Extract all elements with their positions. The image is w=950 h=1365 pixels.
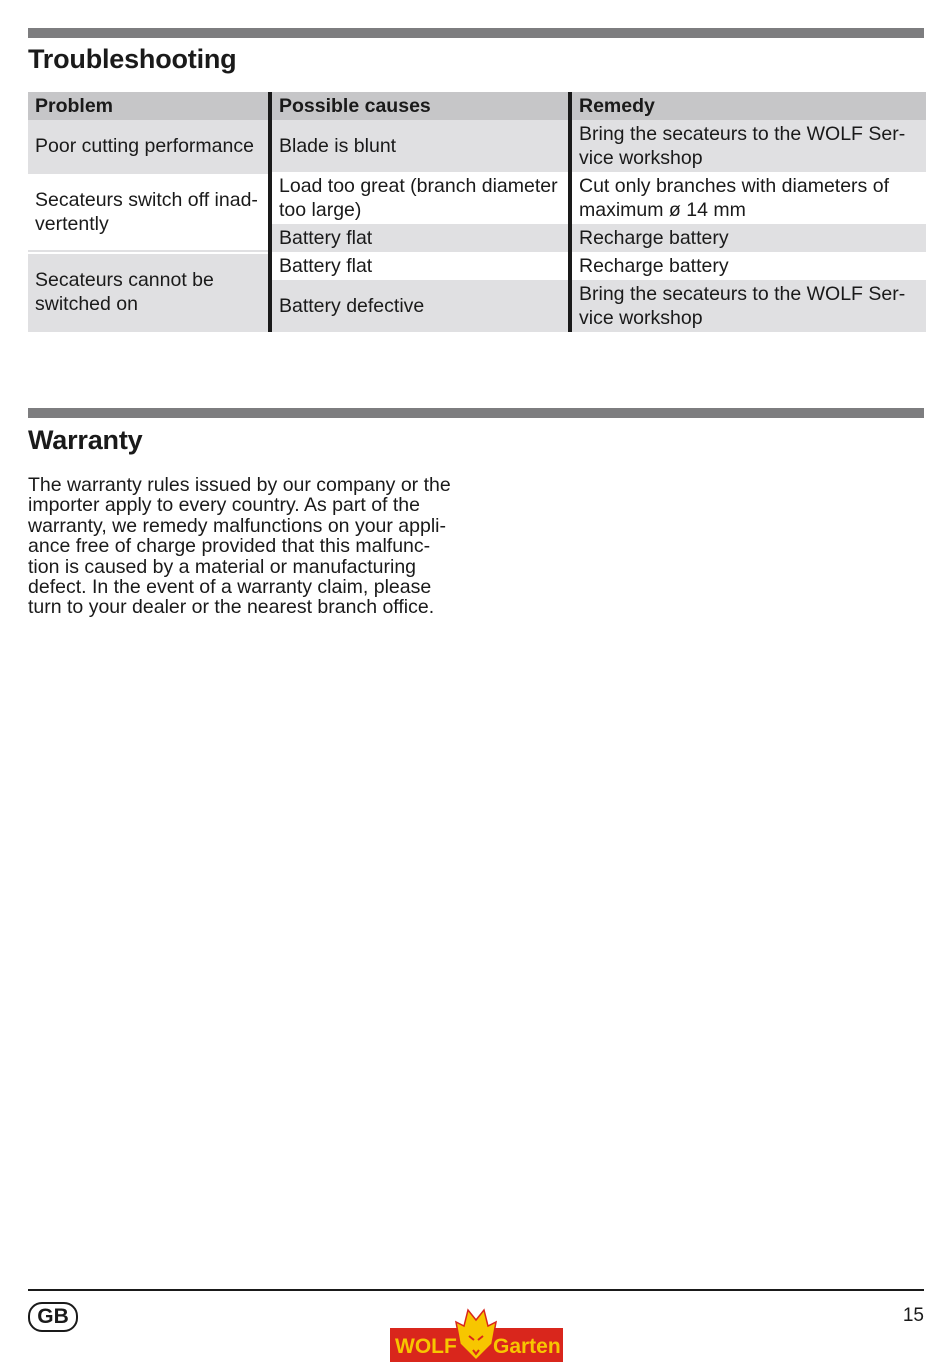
troubleshooting-table [28, 92, 926, 332]
cause-cell: Load too great (branch diameter too large) [270, 172, 570, 224]
footer-divider [28, 1289, 924, 1291]
troubleshooting-heading: Troubleshooting [28, 44, 237, 74]
table-header-row [28, 92, 926, 120]
column-header-remedy: Remedy [570, 92, 926, 120]
logo-text-garten: Garten [493, 1335, 561, 1358]
warranty-line: tion is caused by a material or manufacturing [28, 555, 417, 578]
section-divider-bar [28, 408, 924, 418]
language-badge: GB [28, 1302, 78, 1332]
problem-cell: Poor cutting performance [28, 120, 270, 172]
remedy-cell: Bring the secateurs to the WOLF Ser- vice workshop [570, 120, 926, 172]
table-row [28, 120, 926, 172]
remedy-cell: Cut only branches with diameters of maximum ø 14 mm [570, 172, 926, 224]
warranty-line: turn to your dealer or the nearest branch office. [28, 596, 435, 619]
cause-cell: Blade is blunt [270, 120, 570, 172]
section-divider-bar [28, 28, 924, 38]
problem-cell: Secateurs cannot be switched on [28, 252, 270, 332]
table-row [28, 172, 926, 224]
warranty-line: importer apply to every country. As part of the [28, 494, 420, 517]
remedy-cell: Recharge battery [570, 224, 926, 252]
warranty-line: The warranty rules issued by our company or the [28, 474, 451, 496]
remedy-cell: Bring the secateurs to the WOLF Ser- vice workshop [570, 280, 926, 332]
cause-cell: Battery flat [270, 252, 570, 280]
warranty-line: warranty, we remedy malfunctions on your appli- [28, 514, 446, 537]
warranty-line: ance free of charge provided that this malfunc- [28, 535, 431, 558]
cause-cell: Battery flat [270, 224, 570, 252]
remedy-cell: Recharge battery [570, 252, 926, 280]
wolf-garten-logo [390, 1306, 563, 1362]
warranty-line: defect. In the event of a warranty claim, please [28, 576, 432, 599]
page-number: 15 [902, 1305, 924, 1326]
table-row [28, 252, 926, 280]
cause-cell: Battery defective [270, 280, 570, 332]
column-header-causes: Possible causes [270, 92, 570, 120]
warranty-heading: Warranty [28, 425, 143, 455]
logo-text-wolf: WOLF [395, 1335, 457, 1358]
problem-cell: Secateurs switch off inad- vertently [28, 172, 270, 252]
column-header-problem: Problem [28, 92, 270, 120]
warranty-paragraph [28, 475, 468, 618]
